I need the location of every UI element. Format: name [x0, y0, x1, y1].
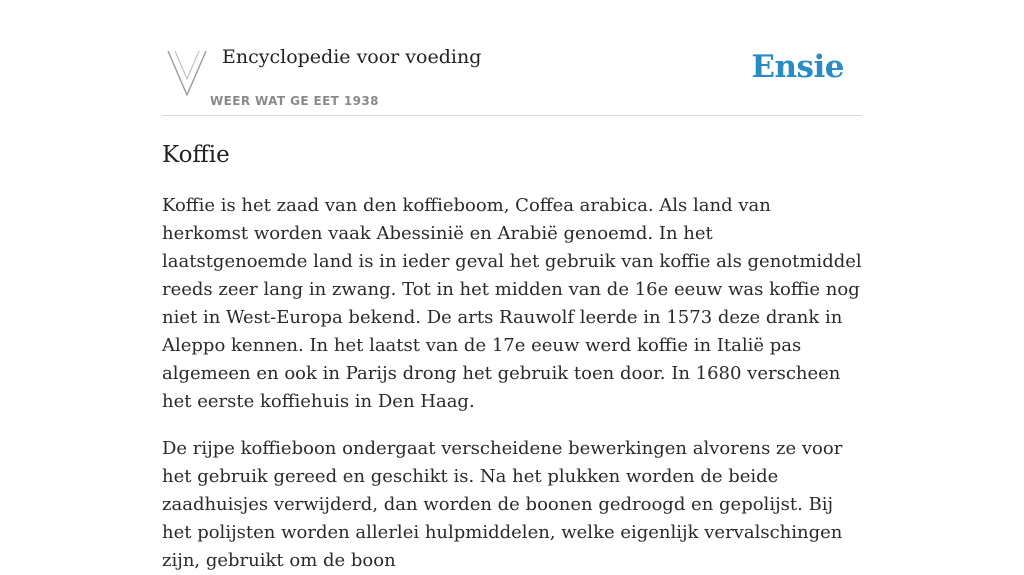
- v-logo-icon[interactable]: [165, 49, 209, 97]
- article-paragraph: Koffie is het zaad van den koffieboom, Coffea arabica. Als land van herkomst worden vaak Abessinië en Arabië genoemd. In het laatstgenoemde land is in ieder geval het gebruik van koffie als genotmiddel reeds zeer lang in zwang. Tot in het midden van de 16e eeuw was koffie nog niet in West-Europa bekend. De arts Rauwolf leerde in 1573 deze drank in Aleppo kennen. In het laatst van de 17e eeuw werd koffie in Italië pas algemeen en ook in Parijs drong het gebruik toen door. In 1680 verscheen het eerste koffiehuis in Den Haag.: [162, 195, 862, 412]
- site-header: [162, 40, 862, 116]
- article-paragraph: De rijpe koffieboon ondergaat verscheidene bewerkingen alvorens ze voor het gebruik gereed en geschikt is. Na het plukken worden de beide zaadhuisjes verwijderd, dan worden de boonen gedroogd en gepolijst. Bij het polijsten worden allerlei hulpmiddelen, welke eigenlijk vervalschingen zijn, gebruikt om de boon: [162, 438, 843, 571]
- article: [162, 138, 862, 575]
- article-title: Koffie: [162, 142, 230, 168]
- site-title[interactable]: Encyclopedie voor voeding: [222, 46, 482, 68]
- site-subtitle: WEER WAT GE EET 1938: [210, 94, 379, 108]
- ensie-logo-link[interactable]: Ensie: [751, 49, 844, 85]
